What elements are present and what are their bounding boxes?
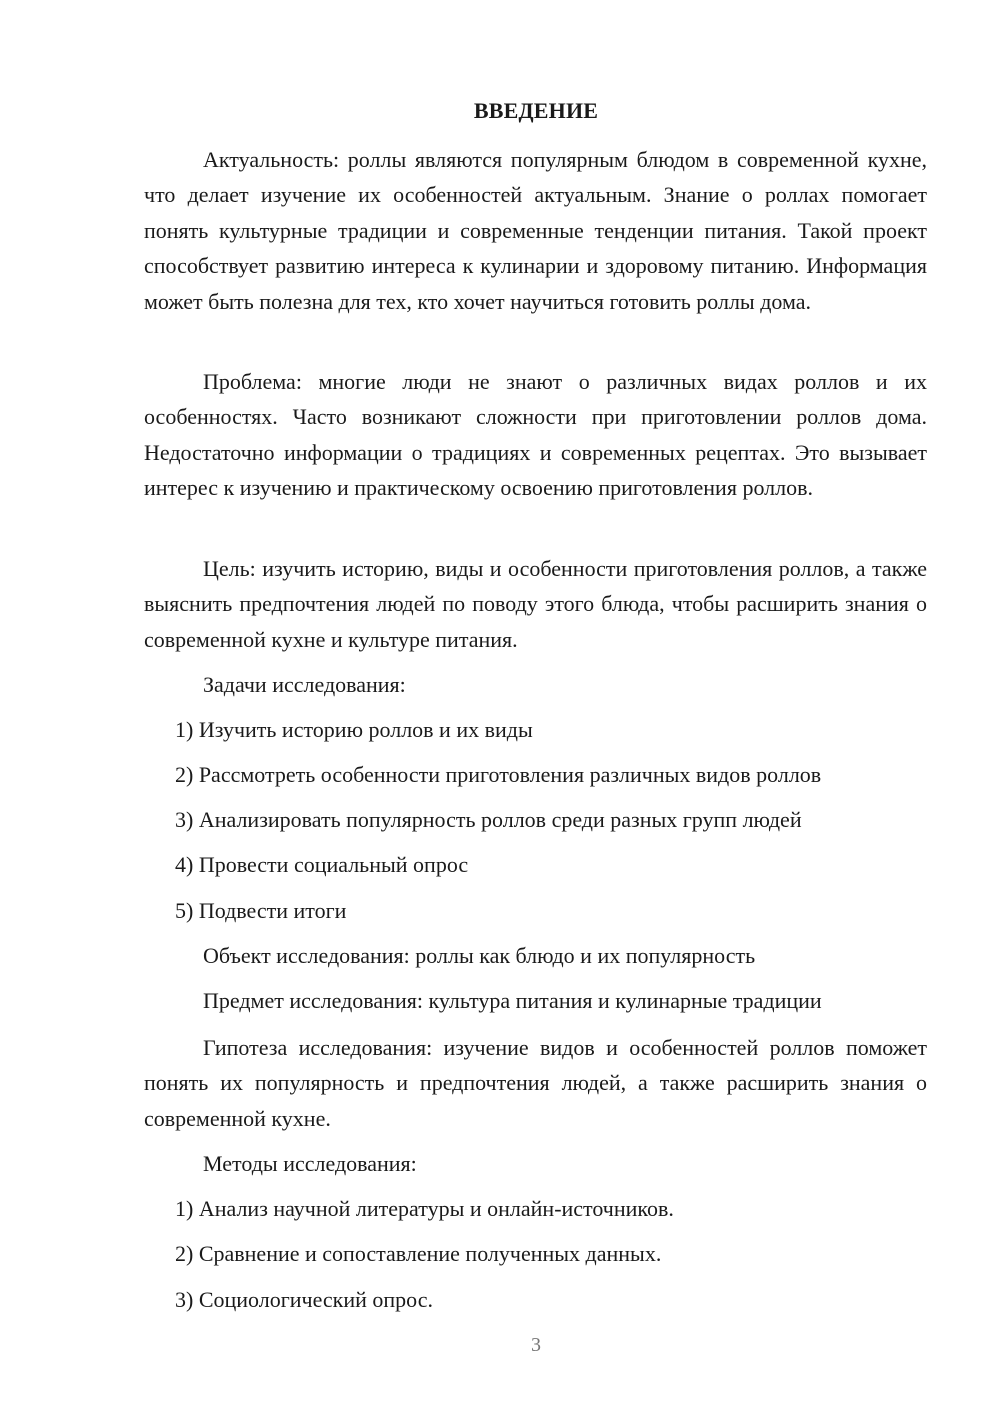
task-item: 3) Анализировать популярность роллов среди разных групп людей	[175, 807, 802, 832]
goal-paragraph: Цель: изучить историю, виды и особенности приготовления роллов, а также выяснить предпочтения людей по поводу этого блюда, чтобы расширить знания о современной кухне и культуре питания.	[144, 556, 927, 652]
tasks-heading: Задачи исследования:	[203, 672, 406, 697]
task-item: 2) Рассмотреть особенности приготовления различных видов роллов	[175, 762, 822, 787]
object-line: Объект исследования: роллы как блюдо и их популярность	[203, 943, 756, 968]
task-item: 4) Провести социальный опрос	[175, 852, 469, 877]
page-number: 3	[531, 1334, 541, 1356]
subject-line: Предмет исследования: культура питания и кулинарные традиции	[203, 988, 822, 1013]
method-item: 1) Анализ научной литературы и онлайн-источников.	[175, 1196, 674, 1221]
relevance-paragraph: Актуальность: роллы являются популярным блюдом в современной кухне, что делает изучение их особенностей актуальным. Знание о роллах помогает понять культурные традиции и современные тенденции питания. Такой проект способствует развитию интереса к кулинарии и здоровому питанию. Информация может быть полезна для тех, кто хочет научиться готовить роллы дома.	[144, 147, 927, 314]
problem-paragraph: Проблема: многие люди не знают о различных видах роллов и их особенностях. Часто возникают сложности при приготовлении роллов дома. Недостаточно информации о традициях и современных рецептах. Это вызывает интерес к изучению и практическому освоению приготовления роллов.	[144, 369, 927, 501]
page-title: ВВЕДЕНИЕ	[473, 98, 599, 123]
methods-heading: Методы исследования:	[203, 1151, 417, 1176]
task-item: 5) Подвести итоги	[175, 898, 347, 923]
method-item: 3) Социологический опрос.	[175, 1287, 433, 1312]
method-item: 2) Сравнение и сопоставление полученных данных.	[175, 1241, 662, 1266]
task-item: 1) Изучить историю роллов и их виды	[175, 717, 533, 742]
hypothesis-paragraph: Гипотеза исследования: изучение видов и особенностей роллов поможет понять их популярность и предпочтения людей, а также расширить знания о современной кухне.	[144, 1035, 927, 1131]
